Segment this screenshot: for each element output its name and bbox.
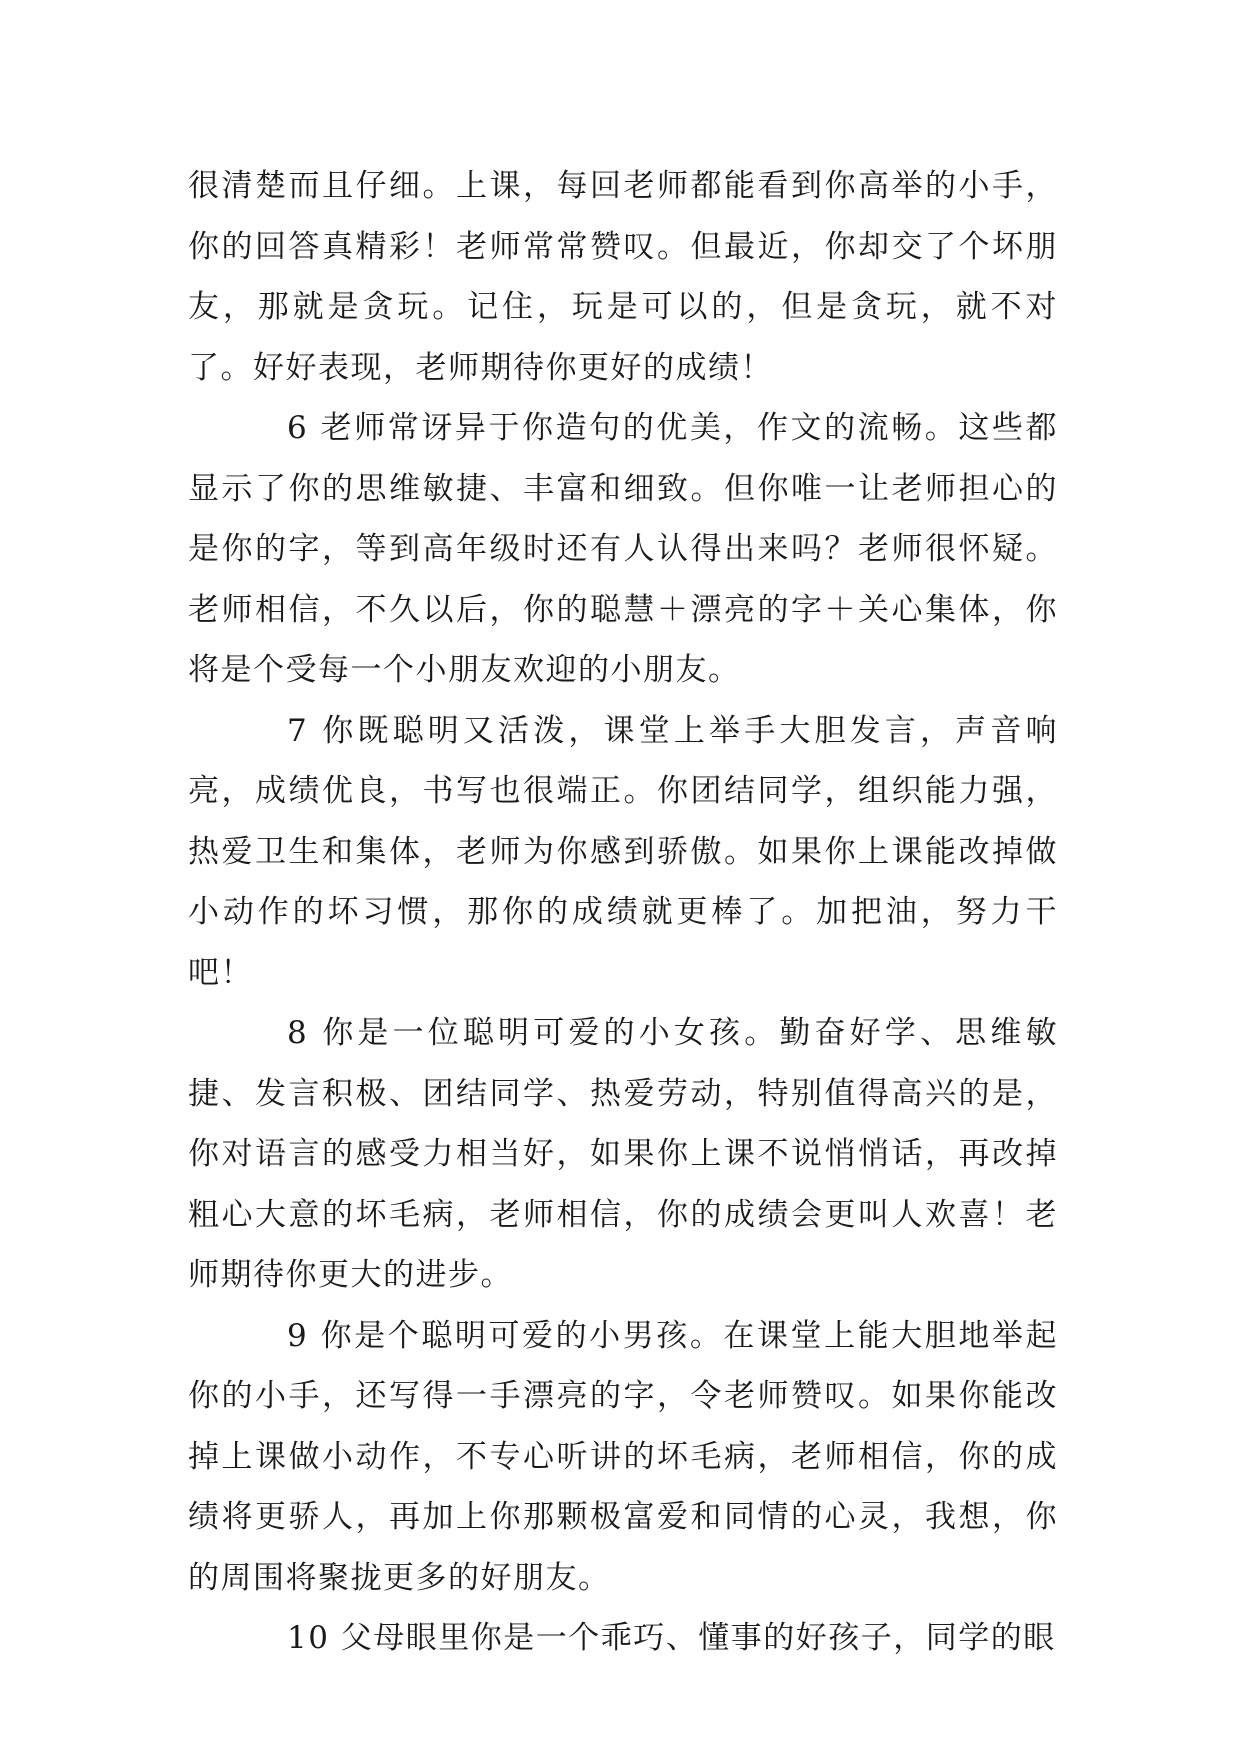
paragraph-comment-8: 8 你是一位聪明可爱的小女孩。勤奋好学、思维敏捷、发言积极、团结同学、热爱劳动，特别值得高兴的是，你对语言的感受力相当好，如果你上课不说悄悄话，再改掉粗心大意的坏毛病，老师相信，你的成绩会更叫人欢喜！老师期待你更大的进步。 [188,1015,1058,1293]
paragraph-comment-10: 10 父母眼里你是一个乖巧、懂事的好孩子，同学的眼 [287,1620,1056,1656]
paragraph-comment-9: 9 你是个聪明可爱的小男孩。在课堂上能大胆地举起你的小手，还写得一手漂亮的字，令老师赞叹。如果你能改掉上课做小动作，不专心听讲的坏毛病，老师相信，你的成绩将更骄人，再加上你那颗极富爱和同情的心灵，我想，你的周围将聚拢更多的好朋友。 [188,1317,1058,1596]
paragraph-comment-7: 7 你既聪明又活泼，课堂上举手大胆发言，声音响亮，成绩优良，书写也很端正。你团结同学，组织能力强，热爱卫生和集体，老师为你感到骄傲。如果你上课能改掉做小动作的坏习惯，那你的成绩就更棒了。加把油，努力干吧！ [188,712,1058,991]
paragraph-continued: 很清楚而且仔细。上课，每回老师都能看到你高举的小手，你的回答真精彩！老师常常赞叹。但最近，你却交了个坏朋友，那就是贪玩。记住，玩是可以的，但是贪玩，就不对了。好好表现，老师期待你更好的成绩！ [188,168,1058,386]
document-body [188,156,1058,1669]
paragraph-comment-6: 6 老师常讶异于你造句的优美，作文的流畅。这些都显示了你的思维敏捷、丰富和细致。但你唯一让老师担心的是你的字，等到高年级时还有人认得出来吗？老师很怀疑。老师相信，不久以后，你的聪慧＋漂亮的字＋关心集体，你将是个受每一个小朋友欢迎的小朋友。 [188,410,1058,688]
